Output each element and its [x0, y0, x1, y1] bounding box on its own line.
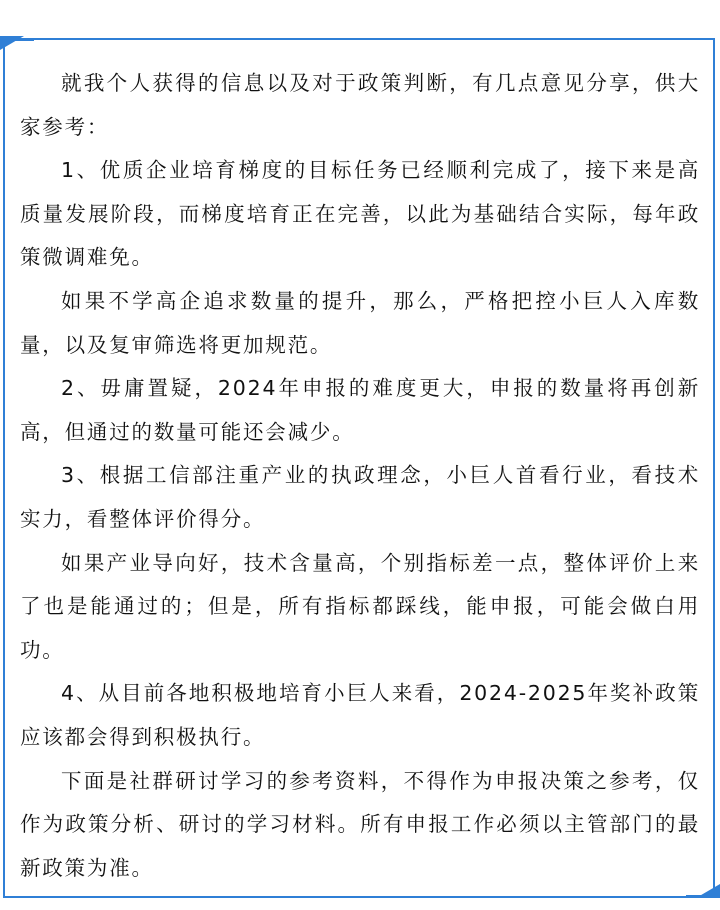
paragraph-point-1: 1、优质企业培育梯度的目标任务已经顺利完成了，接下来是高质量发展阶段，而梯度培育正在完善，以此为基础结合实际，每年政策微调难免。: [20, 158, 700, 270]
paragraph-point-3-detail: 如果产业导向好，技术含量高，个别指标差一点，整体评价上来了也是能通过的；但是，所有指标都踩线，能申报，可能会做白用功。: [20, 550, 700, 662]
paragraph-point-2: 2、毋庸置疑，2024年申报的难度更大，申报的数量将再创新高，但通过的数量可能还会减少。: [20, 376, 700, 444]
paragraph-point-4: 4、从目前各地积极地培育小巨人来看，2024-2025年奖补政策应该都会得到积极执行。: [20, 681, 700, 749]
paragraph-disclaimer: 下面是社群研讨学习的参考资料，不得作为申报决策之参考，仅作为政策分析、研讨的学习材料。所有申报工作必须以主管部门的最新政策为准。: [20, 768, 700, 880]
article-body: [20, 62, 700, 890]
top-left-corner-bar: [0, 38, 34, 41]
bottom-right-corner-bar: [686, 895, 720, 898]
paragraph-point-3: 3、根据工信部注重产业的执政理念，小巨人首看行业，看技术实力，看整体评价得分。: [20, 463, 700, 531]
paragraph-intro: 就我个人获得的信息以及对于政策判断，有几点意见分享，供大家参考：: [20, 71, 700, 139]
paragraph-point-1-detail: 如果不学高企追求数量的提升，那么，严格把控小巨人入库数量，以及复审筛选将更加规范。: [20, 288, 700, 357]
